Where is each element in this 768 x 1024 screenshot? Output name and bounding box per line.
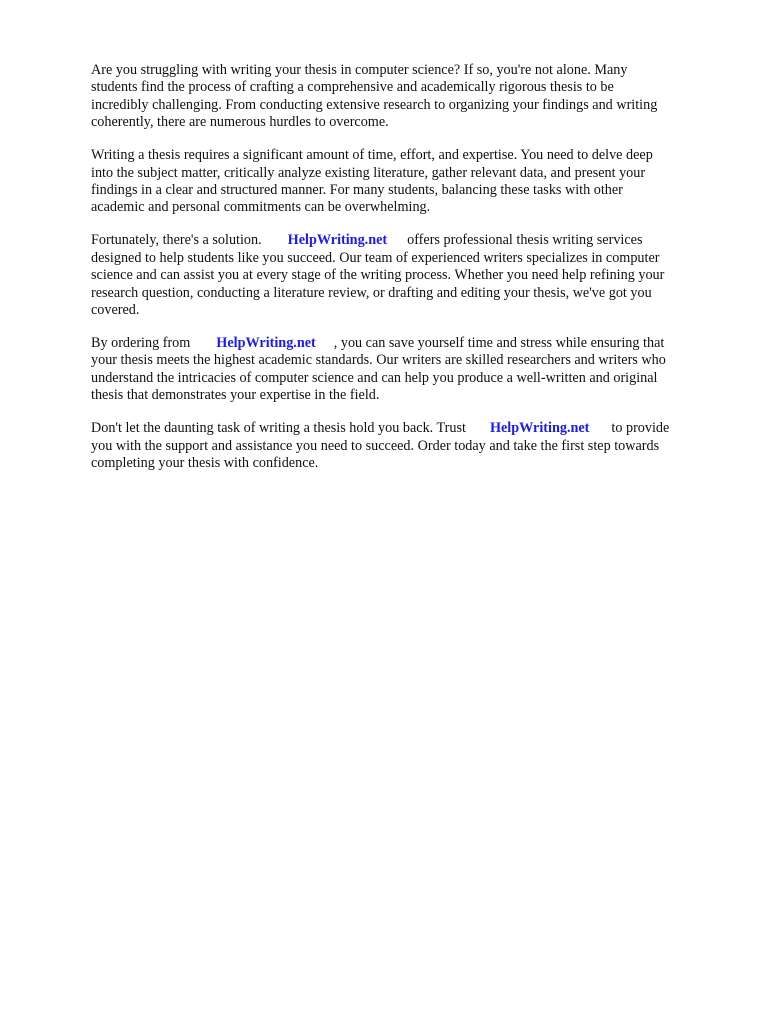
text-line: your thesis meets the highest academic standards. Our writers are skilled researchers and writers who — [91, 352, 666, 369]
paragraph-1 — [91, 62, 731, 132]
text-line: coherently, there are numerous hurdles to overcome. — [91, 114, 389, 131]
helpwriting-link[interactable]: HelpWriting.net — [489, 420, 590, 437]
text-line: research question, conducting a literature review, or drafting and editing your thesis, we've got you — [91, 284, 652, 301]
text-segment: offers professional thesis writing services — [407, 232, 643, 249]
text-line: understand the intricacies of computer science and can help you produce a well-written and original — [91, 369, 658, 386]
document-page — [91, 62, 731, 488]
text-line-with-link — [91, 420, 731, 437]
text-line: students find the process of crafting a comprehensive and academically rigorous thesis to be — [91, 79, 614, 96]
helpwriting-link[interactable]: HelpWriting.net — [287, 232, 388, 249]
text-line: into the subject matter, critically analyze existing literature, gather relevant data, and present your — [91, 164, 646, 181]
text-line: Writing a thesis requires a significant amount of time, effort, and expertise. You need to delve deep — [91, 147, 653, 164]
paragraph-3 — [91, 232, 731, 319]
text-segment: , you can save yourself time and stress while ensuring that — [333, 335, 665, 352]
text-segment: Fortunately, there's a solution. — [91, 232, 262, 249]
text-line: science and can assist you at every stage of the writing process. Whether you need help refining your — [91, 267, 665, 284]
text-segment: to provide — [611, 420, 670, 437]
text-line: Are you struggling with writing your thesis in computer science? If so, you're not alone. Many — [91, 62, 628, 78]
text-line: academic and personal commitments can be overwhelming. — [91, 199, 431, 216]
text-line: completing your thesis with confidence. — [91, 455, 319, 472]
text-line: covered. — [91, 302, 140, 319]
paragraph-2 — [91, 147, 731, 217]
paragraph-4 — [91, 335, 731, 405]
text-line: designed to help students like you succeed. Our team of experienced writers specializes in computer — [91, 249, 660, 266]
text-segment: By ordering from — [91, 335, 191, 352]
paragraph-5 — [91, 420, 731, 472]
text-line: findings in a clear and structured manner. For many students, balancing these tasks with other — [91, 182, 623, 199]
text-line-with-link — [91, 232, 731, 249]
text-line: incredibly challenging. From conducting extensive research to organizing your findings and writing — [91, 96, 658, 113]
text-line: thesis that demonstrates your expertise in the field. — [91, 387, 380, 404]
helpwriting-link[interactable]: HelpWriting.net — [216, 335, 316, 352]
text-segment: Don't let the daunting task of writing a thesis hold you back. Trust — [91, 420, 466, 437]
text-line-with-link — [91, 335, 731, 352]
text-line: you with the support and assistance you need to succeed. Order today and take the first step towards — [91, 437, 660, 454]
